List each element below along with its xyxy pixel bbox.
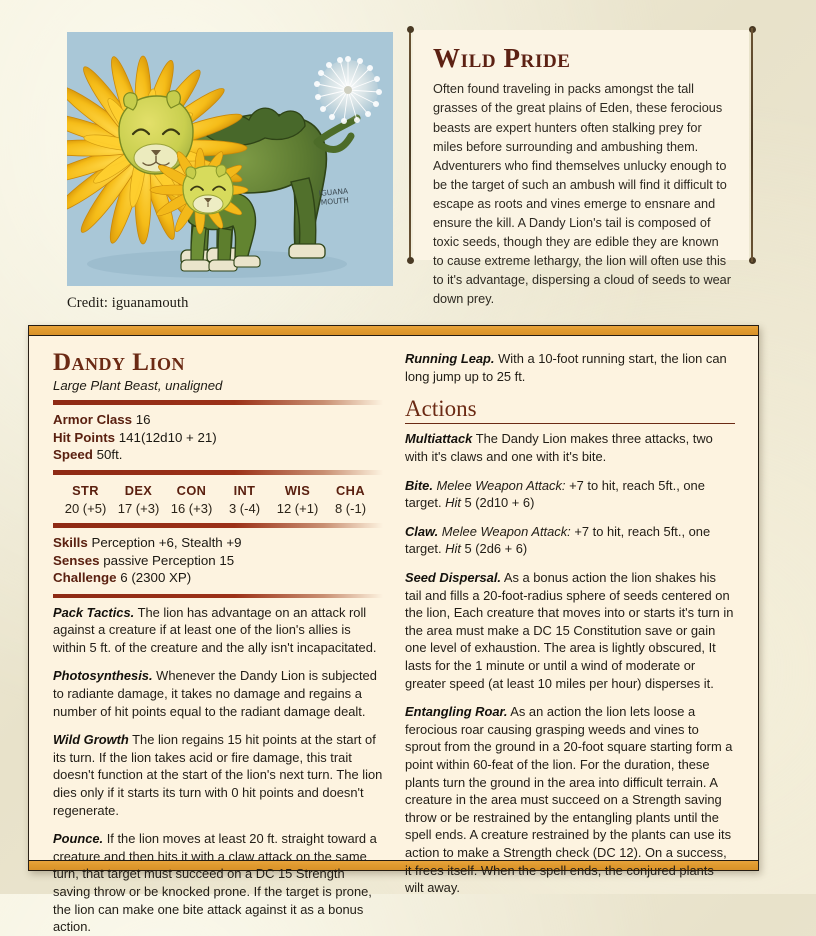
ability-label: INT xyxy=(233,483,256,499)
corner-pin-top-right xyxy=(749,26,756,33)
actions-heading: Actions xyxy=(405,396,735,424)
action-text: As an action the lion lets loose a ferocious roar causing grasping weeds and vines to sprout from the ground in a 20-foot square starting form a point within 60-feat of the lion. For the duration, these plants turn the ground in the area into difficult terrain. A creature in the area must succeed on a Strength saving throw or be restrained by the entangling plants until the spell ends. A creature restrained by the plants can use its action to make a Strength check (DC 12). On a success, it frees itself. When the spell ends, the conjured plants wilt away. xyxy=(405,704,733,896)
trait-name: Wild Growth xyxy=(53,732,129,748)
trait-name: Pounce. xyxy=(53,831,104,847)
attribute-key: Challenge xyxy=(53,570,117,586)
attribute-value: passive Perception 15 xyxy=(103,552,235,568)
wild-pride-lore-box xyxy=(413,30,749,307)
attribute-key: Armor Class xyxy=(53,412,133,428)
ability-value: 16 (+3) xyxy=(170,501,213,517)
attribute-key: Speed xyxy=(53,447,93,463)
action-name: Claw. xyxy=(405,523,439,539)
statblock-right-column xyxy=(405,350,735,896)
attribute-value: 6 (2300 XP) xyxy=(120,570,192,586)
action-bite xyxy=(405,477,735,512)
attribute-value: 16 xyxy=(135,412,151,428)
attribute-row xyxy=(53,552,383,569)
trait-name: Pack Tactics. xyxy=(53,604,135,620)
action-name: Bite. xyxy=(405,477,433,493)
attribute-value: Perception +6, Stealth +9 xyxy=(91,535,242,551)
action-entangling-roar xyxy=(405,703,735,897)
action-seed-dispersal xyxy=(405,569,735,692)
artist-signature: IGUANA xyxy=(318,186,349,198)
creature-name: Dandy Lion xyxy=(53,349,185,376)
trait-photosynthesis xyxy=(53,667,383,720)
monster-stat-block xyxy=(28,325,759,935)
action-multiattack xyxy=(405,430,735,465)
action-name: Multiattack xyxy=(405,431,473,447)
statblock-top-bar xyxy=(29,325,758,336)
attribute-row xyxy=(53,411,383,428)
trait-text: With a 10-foot running start, the lion can long jump up to 25 ft. xyxy=(405,351,727,384)
trait-text: The lion regains 15 hit points at the start of its turn. If the lion takes acid or fire damage, this trait doesn't function at the start of the lion's next turn. The lion dies only if it starts its turn with 0 hit points and doesn't regenerate. xyxy=(53,732,383,818)
creature-illustration xyxy=(67,32,393,286)
action-attack-label: Melee Weapon Attack: xyxy=(432,477,566,493)
attribute-key: Hit Points xyxy=(53,429,116,445)
trait-text: Whenever the Dandy Lion is subjected to radiante damage, it takes no damage and regains a number of hit points equal to the radiant damage dealt. xyxy=(53,668,377,719)
trait-pounce xyxy=(53,830,383,936)
corner-pin-bottom-right xyxy=(749,257,756,264)
dandy-lion-artwork xyxy=(67,32,393,286)
trait-wild-growth xyxy=(53,731,383,819)
trait-running-leap xyxy=(405,350,735,385)
ability-con xyxy=(165,483,218,516)
action-damage: 5 (2d10 + 6) xyxy=(460,495,535,511)
ability-score-table xyxy=(53,481,383,516)
action-text: As a bonus action the lion shakes his tail and fills a 20-foot-radius sphere of seeds centered on the lion, Each creature that moves into or starts it's turn in the area must make a DC 15 Constitution save or gain one level of exhaustion. The area is lightly obscured, It lasts for the 1 minute or until a wind of moderate or greater speed (at least 10 miles per hour) disperses it. xyxy=(405,570,734,691)
divider-4 xyxy=(53,594,383,598)
core-attributes xyxy=(53,411,383,463)
corner-pin-top-left xyxy=(407,26,414,33)
action-attack-label: Melee Weapon Attack: xyxy=(438,523,571,539)
ability-value: 12 (+1) xyxy=(276,501,319,517)
action-hit-label: Hit xyxy=(445,541,461,557)
divider-1 xyxy=(53,400,383,405)
attribute-value: 141(12d10 + 21) xyxy=(118,429,217,445)
action-text: +7 to hit, reach 5ft., one target. xyxy=(405,477,705,511)
ability-value: 20 (+5) xyxy=(64,501,107,517)
lore-body: Often found traveling in packs amongst the tall grasses of the great plains of Eden, these ferocious beasts are expert hunters often stalking prey for miles before surrounding and ambushing them. Adventurers who find themselves unlucky enough to be the target of such an ambush will find it difficult to escape as roots and vines emerge to ensnare and ensure the kill. A Dandy Lion's tail is composed of toxic seeds, though they are edible they are known to cause extreme lethargy, the lion will often use this to it's advantage, dispersing a cloud of seeds to wear down prey. xyxy=(433,82,731,307)
trait-text: If the lion moves at least 20 ft. straight toward a creature and then hits it with a claw attack on the same turn, that target must succeed on a DC 15 Strength saving throw or be knocked prone. If the target is prone, the lion can make one bite attack against it as a bonus action. xyxy=(53,831,377,935)
action-name: Seed Dispersal. xyxy=(405,570,502,586)
attribute-row xyxy=(53,569,383,586)
svg-text:MOUTH: MOUTH xyxy=(320,195,350,207)
lore-title: Wild Pride xyxy=(433,43,571,73)
trait-pack-tactics xyxy=(53,604,383,657)
secondary-attributes xyxy=(53,534,383,586)
attribute-value: 50ft. xyxy=(96,447,123,463)
attribute-key: Senses xyxy=(53,552,100,568)
action-text: The Dandy Lion makes three attacks, two with it's claws and one with it's bite. xyxy=(405,431,713,465)
attribute-row xyxy=(53,446,383,463)
trait-text: The lion has advantage on an attack roll against a creature if at least one of the lion's allies is within 5 ft. of the creature and the ally isn't incapacitated. xyxy=(53,604,377,655)
illustration-canvas xyxy=(67,32,393,286)
ability-cha xyxy=(324,483,377,516)
ability-value: 8 (-1) xyxy=(334,501,367,517)
ability-str xyxy=(59,483,112,516)
divider-3 xyxy=(53,523,383,528)
statblock-left-column xyxy=(53,349,383,935)
ability-value: 3 (-4) xyxy=(228,501,261,517)
attribute-row xyxy=(53,429,383,446)
action-text: +7 to hit, reach 5ft., one target. xyxy=(405,523,711,557)
action-hit-label: Hit xyxy=(445,495,461,511)
divider-2 xyxy=(53,470,383,475)
trait-name: Photosynthesis. xyxy=(53,668,153,684)
ability-label: STR xyxy=(72,483,99,499)
trait-name: Running Leap. xyxy=(405,351,495,366)
attribute-key: Skills xyxy=(53,535,88,551)
ability-label: CON xyxy=(176,483,207,499)
ability-wis xyxy=(271,483,324,516)
ability-label: DEX xyxy=(124,483,153,499)
action-claw xyxy=(405,523,735,558)
ability-label: CHA xyxy=(336,483,365,499)
action-name: Entangling Roar. xyxy=(405,704,508,720)
corner-pin-bottom-left xyxy=(407,257,414,264)
ability-int xyxy=(218,483,271,516)
action-damage: 5 (2d6 + 6) xyxy=(460,541,528,557)
artwork-credit: Credit: iguanamouth xyxy=(67,295,189,311)
creature-subtitle: Large Plant Beast, unaligned xyxy=(53,378,223,394)
ability-value: 17 (+3) xyxy=(117,501,160,517)
attribute-row xyxy=(53,534,383,551)
ability-dex xyxy=(112,483,165,516)
ability-label: WIS xyxy=(284,483,311,499)
